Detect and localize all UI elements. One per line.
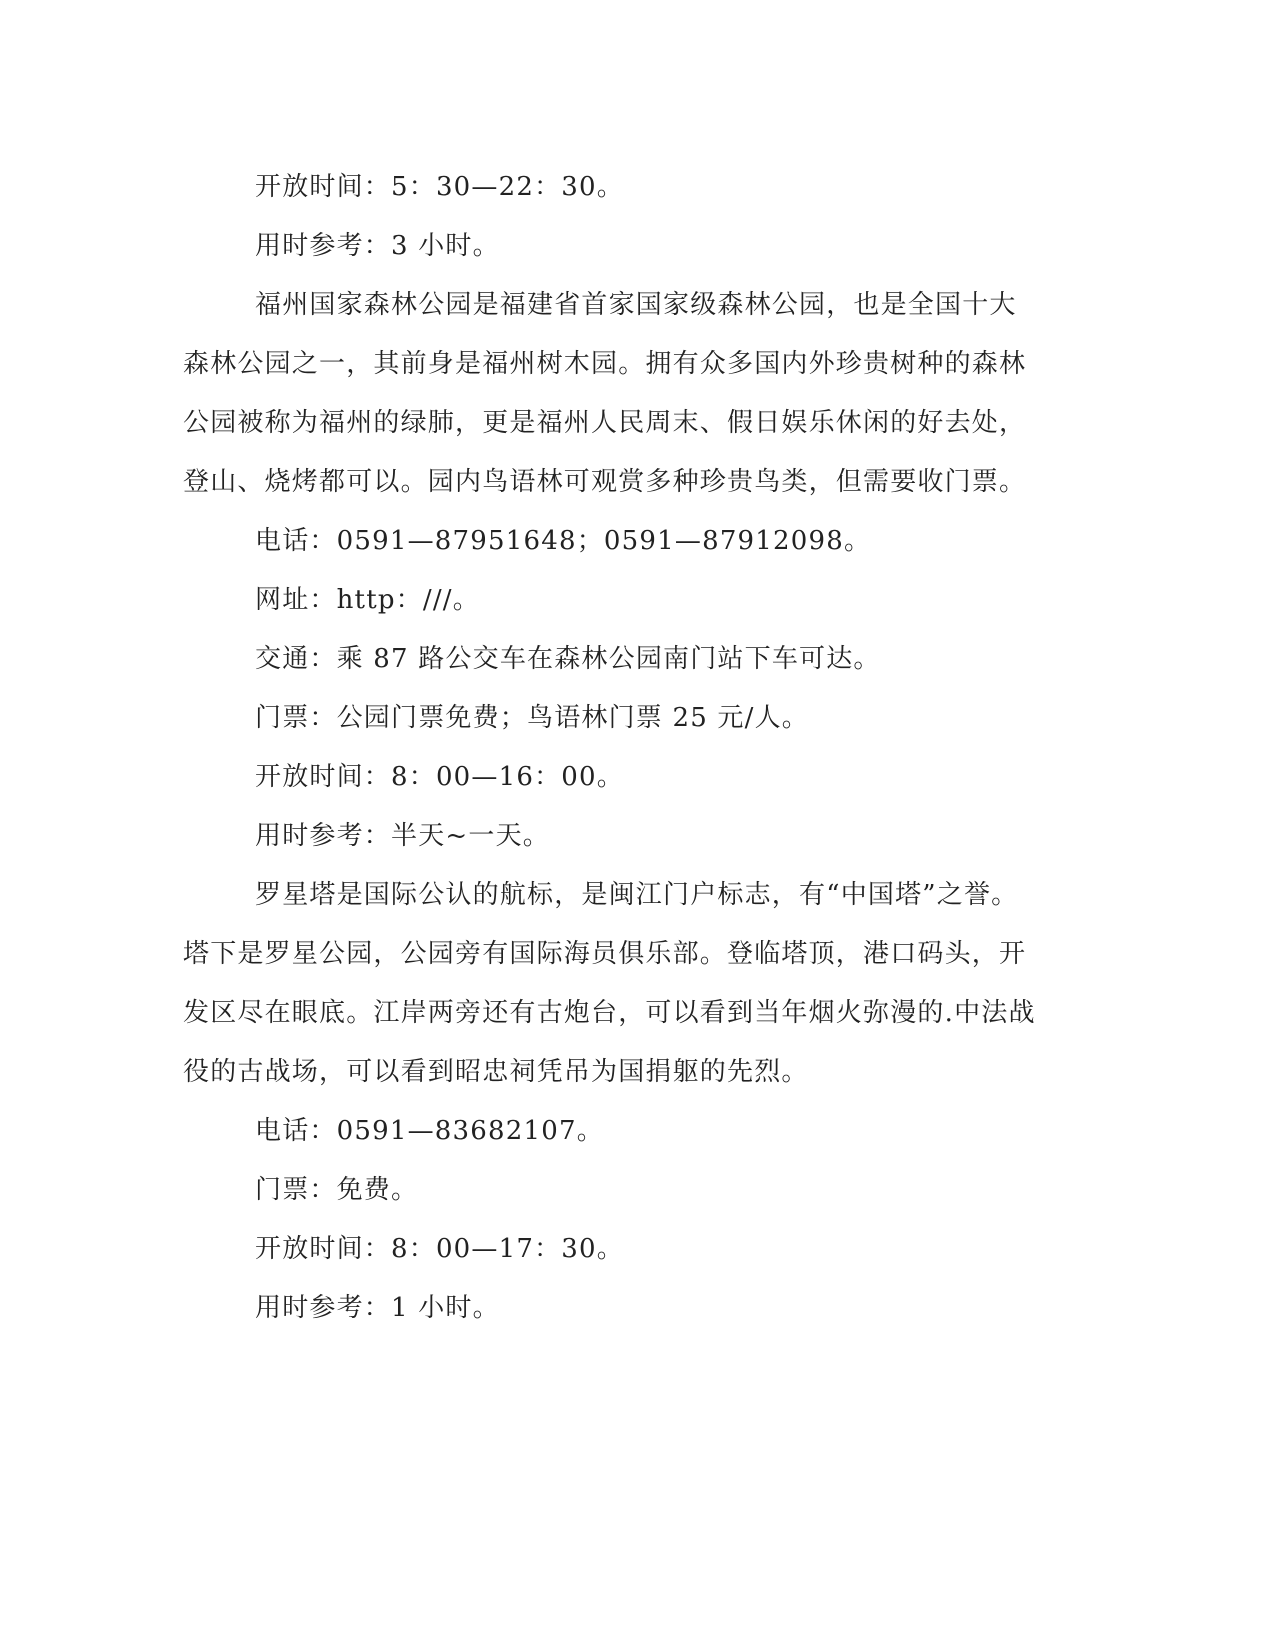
forest-park-description: 福州国家森林公园是福建省首家国家级森林公园，也是全国十大森林公园之一，其前身是福州树木园。拥有众多国内外珍贵树种的森林公园被称为福州的绿肺，更是福州人民周末、假日娱乐休闲的好去处，登山、烧烤都可以。园内鸟语林可观赏多种珍贵鸟类，但需要收门票。 bbox=[183, 290, 1027, 497]
opening-hours-line: 开放时间：5：30—22：30。 bbox=[255, 172, 624, 202]
luoxing-pagoda-opening-hours: 开放时间：8：00—17：30。 bbox=[255, 1234, 624, 1264]
time-reference-line: 用时参考：3 小时。 bbox=[255, 231, 500, 261]
forest-park-transport: 交通：乘 87 路公交车在森林公园南门站下车可达。 bbox=[255, 644, 881, 674]
luoxing-pagoda-tickets: 门票：免费。 bbox=[255, 1175, 419, 1205]
forest-park-website: 网址：http：///。 bbox=[255, 585, 480, 615]
forest-park-tickets: 门票：公园门票免费；鸟语林门票 25 元/人。 bbox=[255, 703, 809, 733]
forest-park-time-reference: 用时参考：半天~一天。 bbox=[255, 821, 550, 851]
forest-park-opening-hours: 开放时间：8：00—16：00。 bbox=[255, 762, 624, 792]
luoxing-pagoda-phone: 电话：0591—83682107。 bbox=[255, 1116, 604, 1146]
forest-park-phone: 电话：0591—87951648；0591—87912098。 bbox=[255, 526, 872, 556]
luoxing-pagoda-description: 罗星塔是国际公认的航标，是闽江门户标志，有“中国塔”之誉。塔下是罗星公园，公园旁有国际海员俱乐部。登临塔顶，港口码头，开发区尽在眼底。江岸两旁还有古炮台，可以看到当年烟火弥漫的.中法战役的古战场，可以看到昭忠祠凭吊为国捐躯的先烈。 bbox=[183, 880, 1036, 1087]
document-body bbox=[183, 158, 1043, 1338]
luoxing-pagoda-time-reference: 用时参考：1 小时。 bbox=[255, 1293, 500, 1323]
